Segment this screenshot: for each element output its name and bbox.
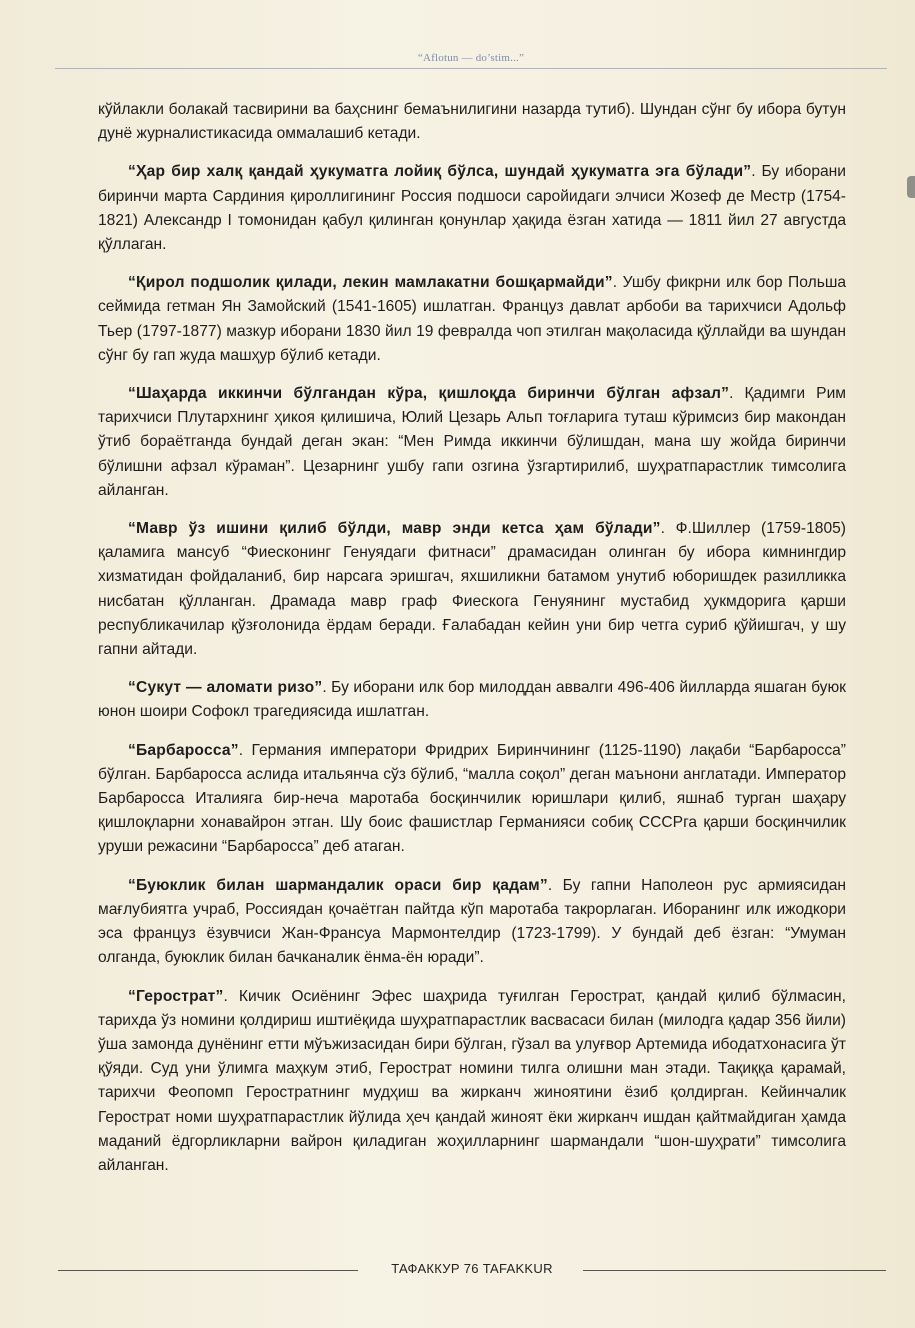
paragraph: [98, 517, 846, 662]
phrase-heading: “Шаҳарда иккинчи бўлгандан кўра, қишлоқда биринчи бўлган афзал”: [128, 385, 730, 403]
phrase-heading: “Барбаросса”: [128, 741, 239, 759]
paragraph: [98, 874, 846, 971]
paragraph-text: . Ф.Шиллер (1759-1805) қаламига мансуб “Фиесконинг Генуядаги фитнаси” драмасидан олинган бу ибора кимнингдир хизматидан фойдаланиб, бир нарсага эришгач, яхшиликни батамом унутиб юборишдек разилликка нисбатан қўлланган. Драмада мавр граф Фиескога Генуянинг мустабид ҳукмдорига қарши республикачилар қўзғолонида ёрдам беради. Ғалабадан кейин уни бир четга суриб қўйишгач, у шу гапни айтади.: [98, 520, 846, 659]
paragraph: [98, 676, 846, 724]
phrase-heading: “Герострат”: [128, 987, 224, 1005]
running-head: “Aflotun — do’stim...”: [417, 52, 525, 64]
footer-rule-right: [583, 1270, 886, 1271]
paragraph: [98, 271, 846, 368]
paragraph: [98, 739, 846, 860]
phrase-heading: “Буюклик билан шармандалик ораси бир қадам”: [128, 876, 548, 894]
header-divider: [55, 68, 887, 69]
paragraph-text: кўйлакли болакай тасвирини ва баҳснинг бемаънилигини назарда тутиб). Шундан сўнг бу ибора бутун дунё журналистикасида оммалашиб кетади.: [98, 101, 846, 143]
paragraph: [98, 98, 846, 146]
page-edge-mark: [907, 176, 915, 198]
phrase-heading: “Мавр ўз ишини қилиб бўлди, мавр энди кетса ҳам бўлади”: [128, 520, 661, 538]
page-footer: [58, 1258, 886, 1282]
paragraph-text: . Бу гапни Наполеон рус армиясидан мағлубиятга учраб, Россиядан қочаётган пайтда кўп маротаба такрорлаган. Иборанинг илк ижодкори эса француз ёзувчиси Жан-Франсуа Мармонтелдир (1723-1799). У бундай деб ёзган: “Умуман олганда, буюклик билан бачканалик ёнма-ён юради”.: [98, 876, 846, 967]
paragraph: [98, 382, 846, 503]
phrase-heading: “Ҳар бир халқ қандай ҳукуматга лойиқ бўлса, шундай ҳукуматга эга бўлади”: [128, 163, 752, 181]
paragraph-text: . Бу иборани илк бор милоддан аввалги 496-406 йилларда яшаган буюк юнон шоири Софокл трагедиясида ишлатган.: [98, 679, 846, 721]
paragraph-text: . Қадимги Рим тарихчиси Плутархнинг ҳикоя қилишича, Юлий Цезарь Альп тоғларига туташ кўримсиз бир макондан ўтиб бораётганда бундай деган экан: “Мен Римда иккинчи бўлишдан, мана шу жойда биринчи бўлишни афзал кўраман”. Цезарнинг ушбу гапи озгина ўзгартирилиб, шуҳратпарастлик тимсолига айланган.: [98, 385, 846, 499]
phrase-heading: “Қирол подшолик қилади, лекин мамлакатни бошқармайди”: [128, 274, 613, 292]
paragraph: [98, 160, 846, 257]
paragraph-text: . Германия императори Фридрих Биринчининг (1125-1190) лақаби “Барбаросса” бўлган. Барбаросса аслида итальянча сўз бўлиб, “малла соқол” деган маънони англатади. Император Барбаросса Италияга бир-неча маротаба босқинчилик юришлари қилиб, яшнаб турган шаҳару қишлоқларни хонавайрон этган. Шу боис фашистлар Германияси собиқ СССРга қарши босқинчилик уруши режасини “Барбаросса” деб атаган.: [98, 741, 846, 856]
footer-rule-left: [58, 1270, 358, 1271]
footer-label: ТАФАККУР 76 TAFAKKUR: [391, 1261, 553, 1276]
paragraph-text: . Ушбу фикрни илк бор Польша сеймида гетман Ян Замойский (1541-1605) ишлатган. Француз давлат арбоби ва тарихчиси Адольф Тьер (1797-1877) мазкур иборани 1830 йил 19 февралда чоп этилган мақоласида қўллайди ва шундан сўнг бу гап жуда машҳур бўлиб кетади.: [98, 274, 846, 364]
article-body: [98, 98, 846, 1192]
phrase-heading: “Сукут — аломати ризо”: [128, 679, 323, 697]
paragraph-text: . Кичик Осиёнинг Эфес шаҳрида туғилган Герострат, қандай қилиб бўлмасин, тарихда ўз номини қолдириш иштиёқида шуҳратпарастлик васвасаси билан (милодга қадар 356 йили) ўша замонда дунёнинг етти мўъжизасидан бири бўлган, гўзал ва улуғвор Артемида ибодатхонасига ўт қўяди. Суд уни ўлимга маҳкум этиб, Герострат номини тилга олишни ман этади. Тақиққа қарамай, тарихчи Феопомп Геростратнинг мудҳиш ва жирканч жиноятини ёзиб қолдирган. Кейинчалик Герострат номи шуҳратпарастлик йўлида ҳеч қандай жиноят ёки жирканч ишдан қайтмайдиган ҳамда маданий ёдгорликларни вайрон қиладиган жоҳилларнинг шармандали “шон-шуҳрати” тимсолига айланган.: [98, 987, 846, 1174]
paragraph-text: . Бу иборани биринчи марта Сардиния қироллигининг Россия подшоси саройидаги элчиси Жозеф де Местр (1754-1821) Александр I томонидан қабул қилинган қонунлар ҳақида ёзган хатида — 1811 йил 27 августда қўллаган.: [98, 163, 846, 254]
paragraph: [98, 985, 846, 1179]
